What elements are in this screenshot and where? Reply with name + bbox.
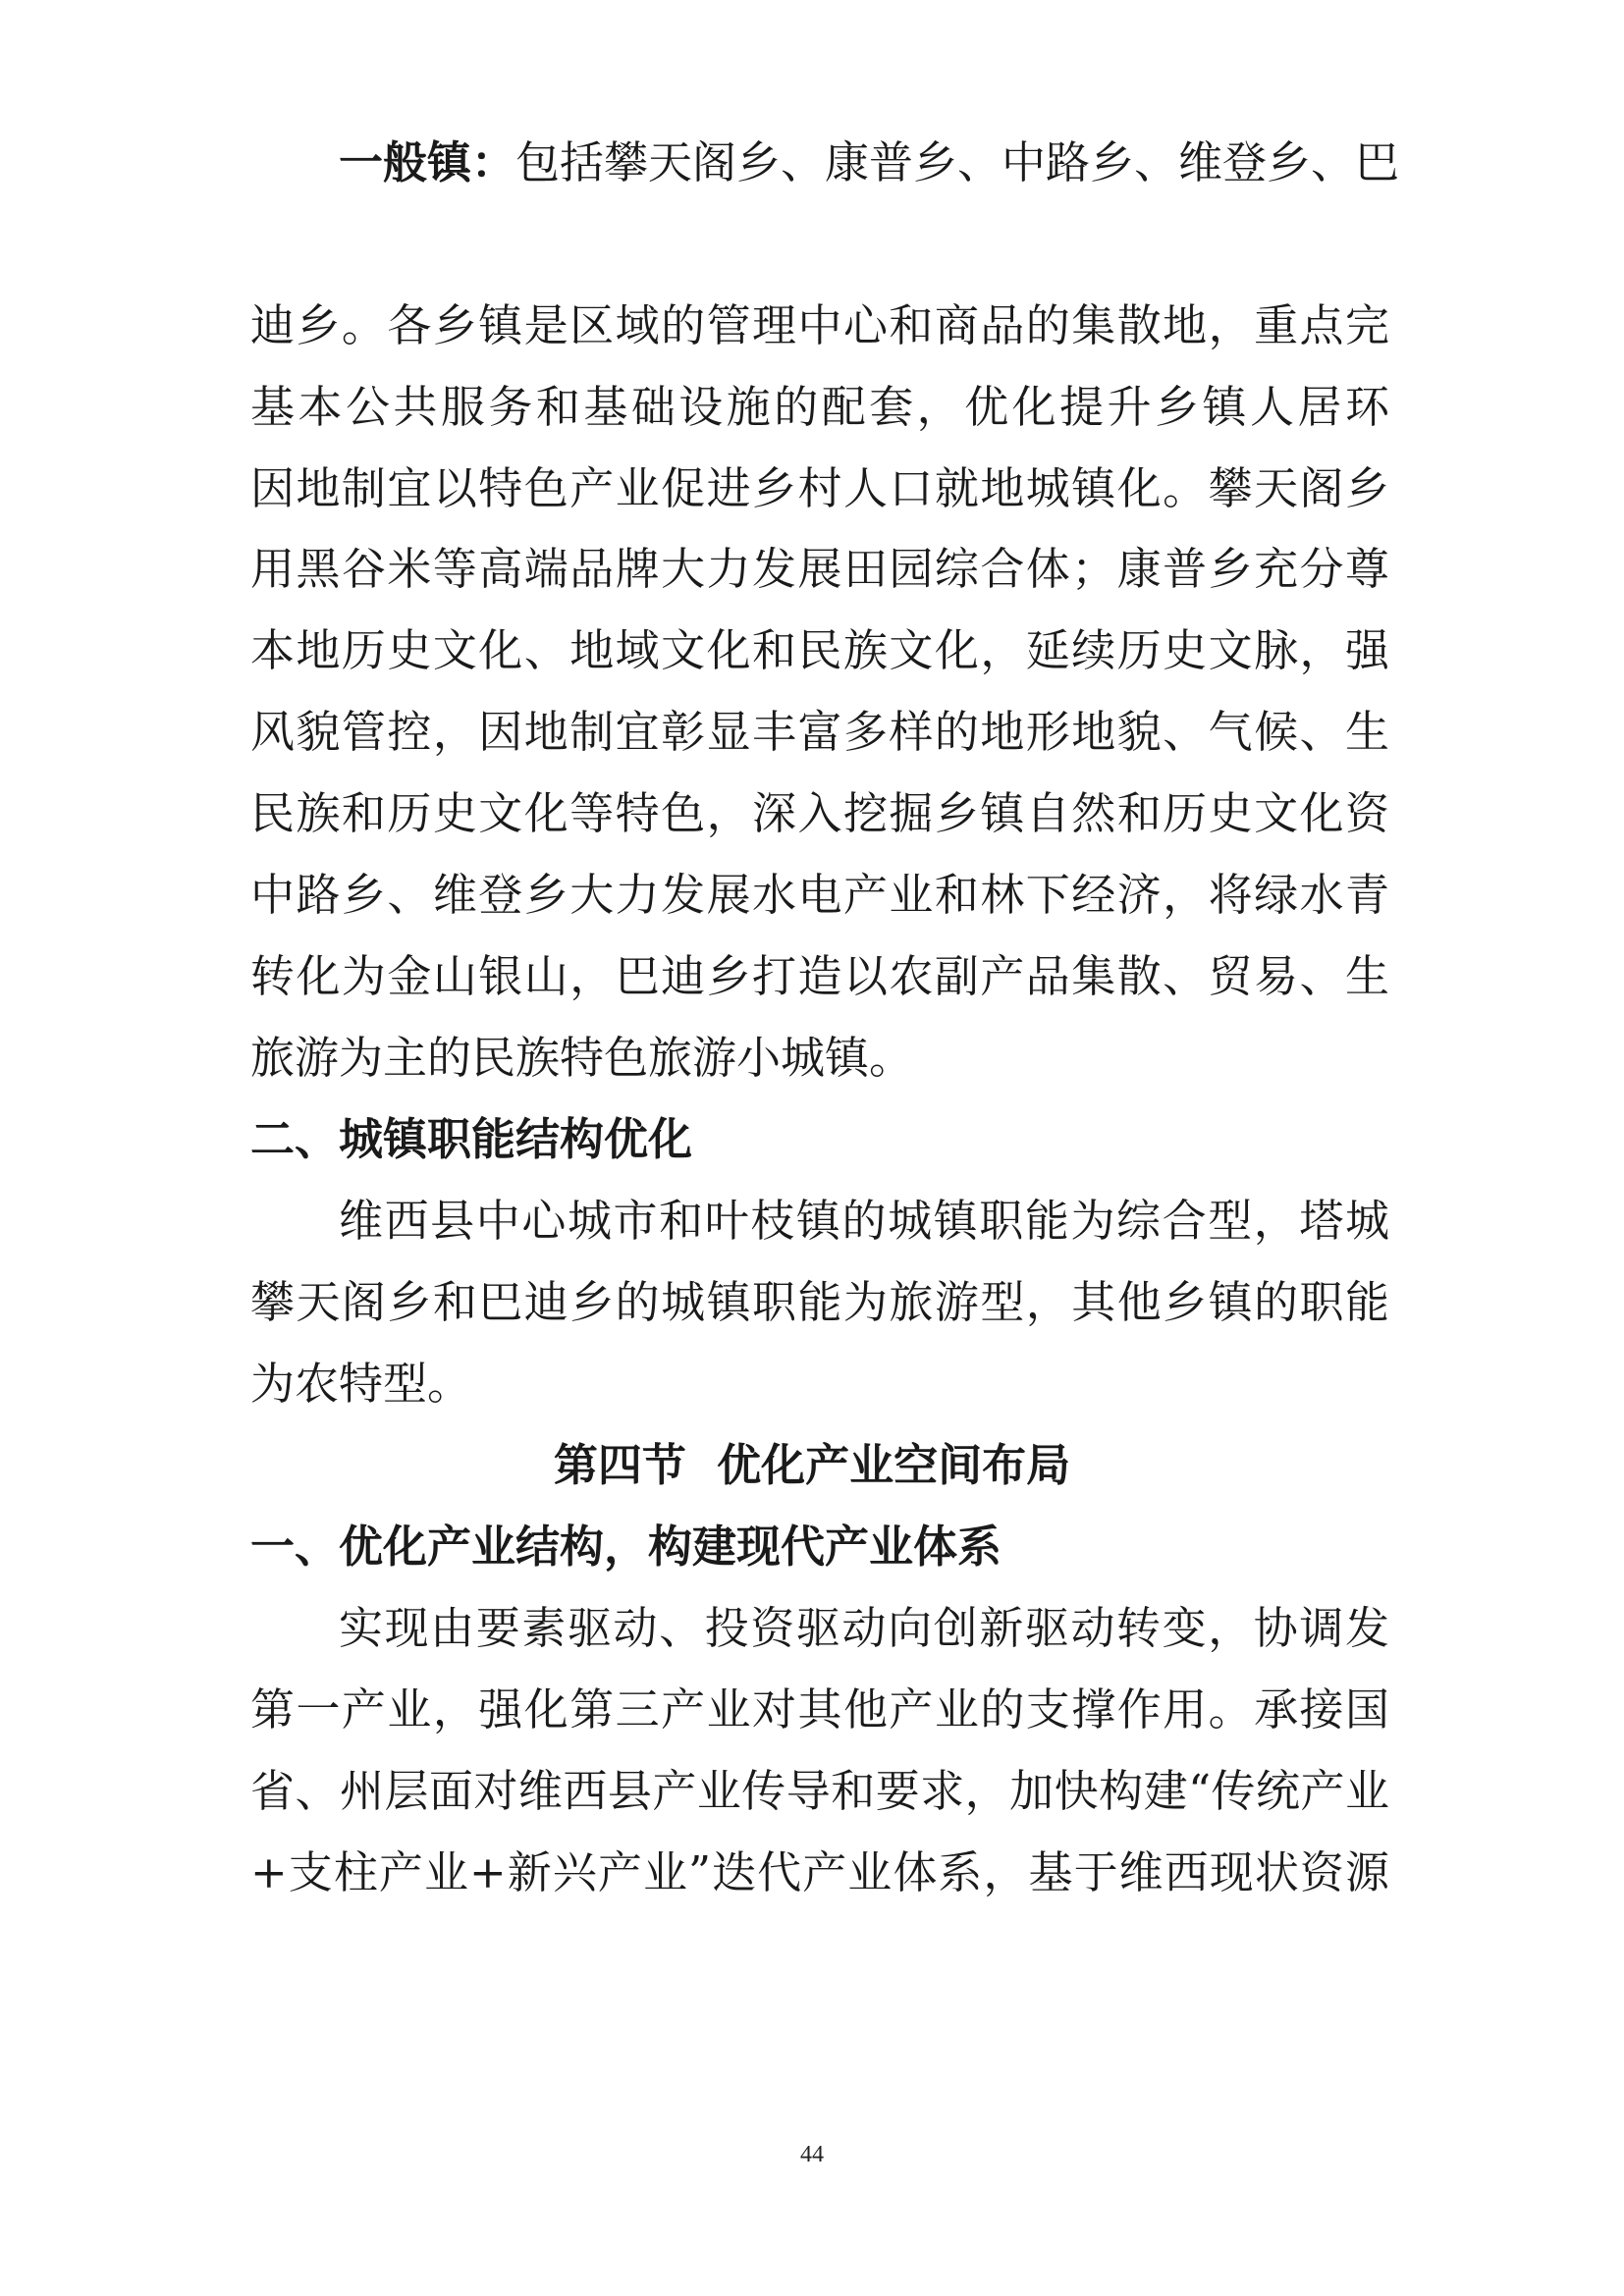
paragraph-line: 实现由要素驱动、投资驱动向创新驱动转变，协调发 xyxy=(339,1602,1389,1654)
paragraph-first-line xyxy=(339,133,1400,192)
paragraph-line: 为农特型。 xyxy=(250,1358,472,1410)
paragraph-line: 民族和历史文化等特色，深入挖掘乡镇自然和历史文化资 xyxy=(250,787,1389,839)
paragraph-line: 第一产业，强化第三产业对其他产业的支撑作用。承接国 xyxy=(250,1683,1389,1735)
paragraph-line: 本地历史文化、地域文化和民族文化，延续历史文脉，强 xyxy=(250,624,1389,676)
heading-one: 一、优化产业结构，构建现代产业体系 xyxy=(250,1521,1002,1573)
paragraph-line: 风貌管控，因地制宜彰显丰富多样的地形地貌、气候、生 xyxy=(250,706,1389,758)
paragraph-line: 转化为金山银山，巴迪乡打造以农副产品集散、贸易、生 xyxy=(250,950,1389,1002)
general-towns-label: 一般镇： xyxy=(339,136,516,188)
paragraph-line: 攀天阁乡和巴迪乡的城镇职能为旅游型，其他乡镇的职能 xyxy=(250,1276,1389,1328)
page-number: 44 xyxy=(800,2142,824,2167)
paragraph-line: 因地制宜以特色产业促进乡村人口就地城镇化。攀天阁乡 xyxy=(250,462,1389,514)
heading-two: 二、城镇职能结构优化 xyxy=(250,1113,693,1165)
paragraph-line: 基本公共服务和基础设施的配套，优化提升乡镇人居环 xyxy=(250,381,1389,433)
general-towns-first-line: 包括攀天阁乡、康普乡、中路乡、维登乡、巴 xyxy=(515,136,1400,188)
paragraph-line: 旅游为主的民族特色旅游小城镇。 xyxy=(250,1032,914,1084)
paragraph-line: +支柱产业+新兴产业”迭代产业体系，基于维西现状资源 xyxy=(250,1846,1389,1898)
paragraph-line: 省、州层面对维西县产业传导和要求，加快构建“传统产业 xyxy=(250,1765,1389,1817)
paragraph-line: 用黑谷米等高端品牌大力发展田园综合体；康普乡充分尊 xyxy=(250,543,1389,595)
paragraph-line: 中路乡、维登乡大力发展水电产业和林下经济，将绿水青 xyxy=(250,869,1389,921)
section-title: 第四节 优化产业空间布局 xyxy=(553,1439,1071,1491)
paragraph-line: 维西县中心城市和叶枝镇的城镇职能为综合型，塔城 xyxy=(339,1195,1389,1247)
paragraph-line: 迪乡。各乡镇是区域的管理中心和商品的集散地，重点完 xyxy=(250,299,1389,351)
